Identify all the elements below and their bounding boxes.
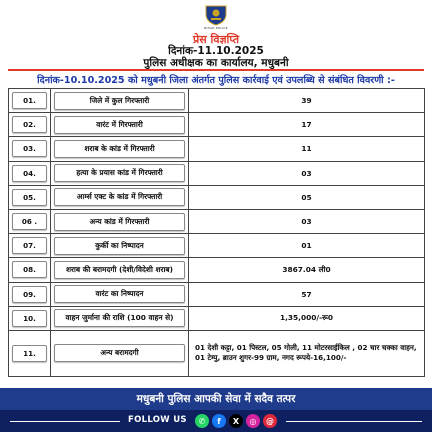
row-number: 01. [12,92,47,109]
row-description: शराब की बरामदगी (देशी/विदेशी शराब) [54,261,185,279]
row-value: 39 [189,89,425,113]
row-description-cell [51,185,189,209]
whatsapp-icon[interactable]: ✆ [195,414,209,428]
row-number: 06 . [12,213,47,230]
threads-icon[interactable]: @ [263,414,277,428]
row-number-cell [9,89,51,113]
x-icon[interactable]: X [229,414,243,428]
row-description-cell [51,161,189,185]
row-description-cell [51,113,189,137]
follow-line-left [10,421,120,422]
facebook-icon[interactable]: f [212,414,226,428]
follow-line-right [286,421,422,422]
table-row [9,137,425,161]
row-description-cell [51,282,189,306]
row-number: 09. [12,286,47,303]
row-number-cell [9,209,51,233]
row-number-cell [9,161,51,185]
row-number: 11. [12,345,47,362]
table-row [9,185,425,209]
table-row [9,330,425,376]
row-number: 10. [12,310,47,327]
row-number-cell [9,258,51,282]
row-value: 03 [189,161,425,185]
row-number: 03. [12,140,47,157]
table-row [9,306,425,330]
row-value: 01 [189,234,425,258]
row-value: 57 [189,282,425,306]
row-number-cell [9,234,51,258]
row-value: 1,35,000/-रू0 [189,306,425,330]
row-number: 08. [12,261,47,278]
row-value: 17 [189,113,425,137]
row-number-cell [9,306,51,330]
row-number: 05. [12,189,47,206]
row-number: 02. [12,116,47,133]
row-description-cell [51,89,189,113]
row-description-cell [51,137,189,161]
table-row [9,282,425,306]
row-description: अन्य बरामदगी [54,344,185,362]
row-description-cell [51,258,189,282]
title-divider [8,69,424,71]
row-description: आर्म्स एक्ट के कांड में गिरफ्तारी [54,188,185,206]
table-row [9,89,425,113]
table-row [9,209,425,233]
row-number-cell [9,137,51,161]
row-description-cell [51,209,189,233]
footer-slogan: मधुबनी पुलिस आपकी सेवा में सदैव तत्पर [136,393,296,405]
row-number: 07. [12,237,47,254]
row-number-cell [9,282,51,306]
row-number: 04. [12,165,47,182]
follow-us-label: FOLLOW US [128,415,187,425]
row-value: 3867.04 ली0 [189,258,425,282]
row-value: 03 [189,209,425,233]
bihar-police-logo-icon [203,4,229,26]
table-row [9,161,425,185]
logo-caption: BIHAR POLICE [204,26,228,30]
row-description: वाहन जुर्माना की राशि (100 वाहन से) [54,309,185,327]
row-value: 05 [189,185,425,209]
row-description: हत्या के प्रयास कांड में गिरफ्तारी [54,164,185,182]
press-release-date: दिनांक-11.10.2025 [168,45,264,57]
office-name: पुलिस अधीक्षक का कार्यालय, मधुबनी [143,57,289,69]
row-description: अन्य कांड में गिरफ्तारी [54,213,185,231]
row-description-cell [51,330,189,376]
row-description: कुर्की का निष्पादन [54,237,185,255]
row-number-cell [9,185,51,209]
table-row [9,113,425,137]
row-value: 11 [189,137,425,161]
report-subheading: दिनांक-10.10.2025 को मधुबनी जिला अंतर्गत पुलिस कार्रवाई एवं उपलब्धि से संबंधित विवरणी :- [37,75,395,86]
table-row [9,258,425,282]
row-description: शराब के कांड में गिरफ्तारी [54,140,185,158]
row-description: वारंट का निष्पादन [54,285,185,303]
row-description: जिले में कुल गिरफ्तारी [54,92,185,110]
row-number-cell [9,113,51,137]
row-description-cell [51,306,189,330]
press-release-title: प्रेस विज्ञप्ति [192,33,240,46]
row-value: 01 देशी कट्टा, 01 पिस्टल, 05 गोली, 11 मोटरसाईकिल , 02 चार चक्का वाहन, 01 टेम्पु, ब्राउन शुगर-99 ग्राम, नगद रूपये-16,100/- [189,330,425,376]
row-description-cell [51,234,189,258]
table-row [9,234,425,258]
row-number-cell [9,330,51,376]
instagram-icon[interactable]: ◎ [246,414,260,428]
action-summary-table [8,88,425,377]
row-description: वारंट में गिरफ्तारी [54,116,185,134]
